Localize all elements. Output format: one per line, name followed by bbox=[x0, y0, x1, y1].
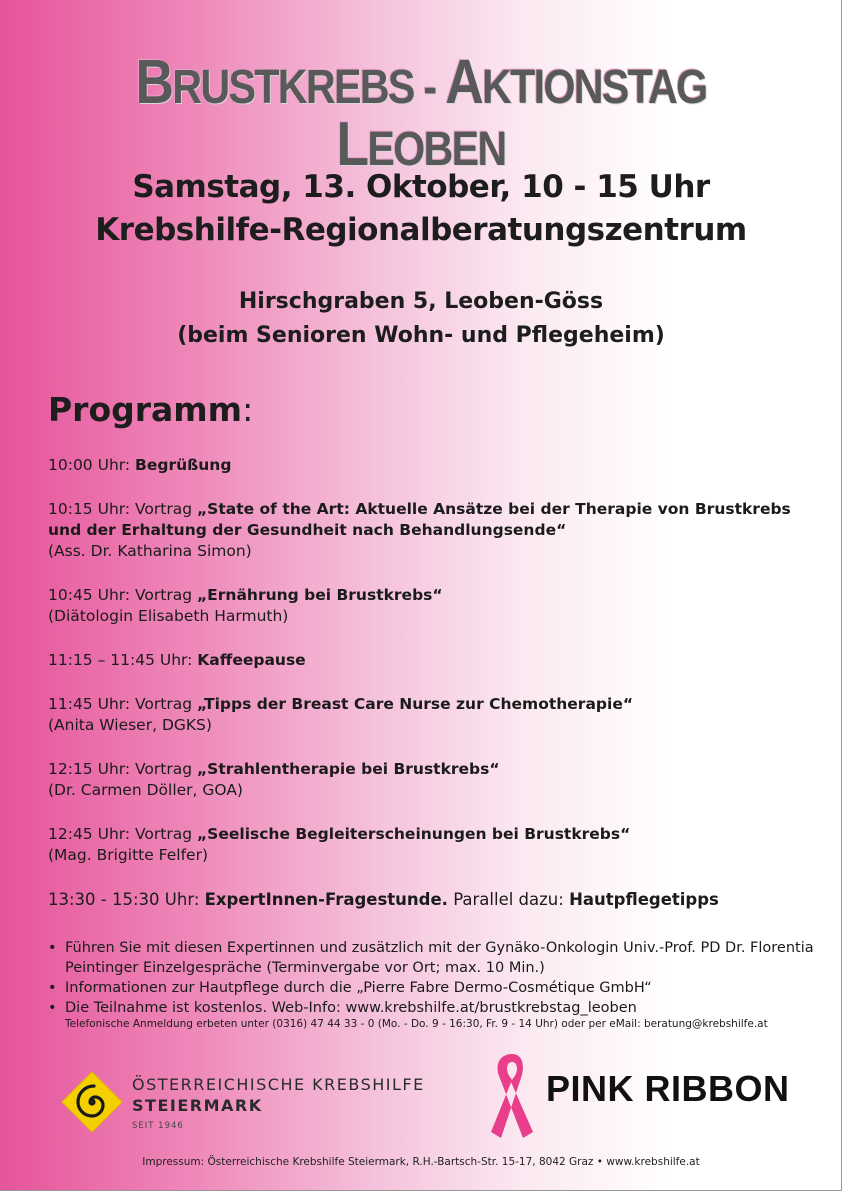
bullet-dot: • bbox=[48, 1000, 57, 1016]
item-prefix: Vortrag bbox=[135, 825, 197, 843]
telephone-note: Telefonische Anmeldung erbeten unter (0316) 47 44 33 - 0 (Mo. - Do. 9 - 16:30, Fr. 9 - 14 Uhr) oder per eMail: beratung@krebshilfe.at bbox=[65, 1018, 768, 1030]
title-word-leoben: EOBEN bbox=[367, 123, 506, 176]
item-title: „Seelische Begleiterscheinungen bei Brustkrebs“ bbox=[197, 825, 631, 843]
item-time: 12:15 Uhr: bbox=[48, 760, 136, 778]
bullet-text: Führen Sie mit diesen Expertinnen und zusätzlich mit der Gynäko-Onkologin Univ.-Prof. PD Dr. Florentia Peintinger Einzelgespräche (Terminvergabe vor Ort; max. 10 Min.) bbox=[65, 940, 814, 976]
date-line: Samstag, 13. Oktober, 10 - 15 Uhr bbox=[132, 169, 710, 205]
program-item bbox=[48, 694, 808, 736]
date-venue-block bbox=[0, 166, 842, 252]
program-item bbox=[48, 889, 808, 910]
item-prefix: Vortrag bbox=[135, 586, 197, 604]
item-time: 10:00 Uhr: bbox=[48, 456, 136, 474]
item-prefix: Vortrag bbox=[135, 500, 197, 518]
pink-ribbon-label: PINK RIBBON bbox=[546, 1068, 790, 1109]
address-line-1: Hirschgraben 5, Leoben-Göss bbox=[238, 289, 604, 314]
item-speaker: (Diätologin Elisabeth Harmuth) bbox=[48, 607, 289, 625]
item-time: 10:15 Uhr: bbox=[48, 500, 136, 518]
program-item bbox=[48, 585, 808, 627]
program-list bbox=[48, 455, 808, 933]
title-initial-l: L bbox=[336, 110, 368, 179]
program-item bbox=[48, 650, 808, 671]
item-speaker: (Anita Wieser, DGKS) bbox=[48, 716, 212, 734]
address-line-2: (beim Senioren Wohn- und Pflegeheim) bbox=[177, 323, 665, 348]
org-founded: SEIT 1946 bbox=[132, 1121, 184, 1131]
item-title: „Ernährung bei Brustkrebs“ bbox=[197, 586, 443, 604]
title-initial-a: A bbox=[445, 48, 482, 117]
title-word-brustkrebs: RUSTKREBS bbox=[172, 61, 414, 114]
item-title: „Strahlentherapie bei Brustkrebs“ bbox=[197, 760, 500, 778]
item-prefix: Vortrag bbox=[135, 760, 197, 778]
item-time: 13:30 - 15:30 Uhr: bbox=[48, 890, 205, 909]
item-title: „Tipps der Breast Care Nurse zur Chemotherapie“ bbox=[197, 695, 634, 713]
program-item bbox=[48, 499, 808, 562]
item-speaker: (Dr. Carmen Döller, GOA) bbox=[48, 781, 243, 799]
org-line-1: ÖSTERREICHISCHE KREBSHILFE bbox=[132, 1075, 425, 1094]
program-heading-colon: : bbox=[242, 390, 254, 429]
item-speaker: (Mag. Brigitte Felfer) bbox=[48, 846, 209, 864]
pink-ribbon-icon bbox=[483, 1048, 541, 1142]
bullet-dot: • bbox=[48, 980, 57, 996]
venue-line: Krebshilfe-Regionalberatungszentrum bbox=[95, 212, 747, 248]
bullet-text: Die Teilnahme ist kostenlos. Web-Info: www.krebshilfe.at/brustkrebstag_leoben bbox=[65, 1000, 637, 1016]
item-time: 11:15 – 11:45 Uhr: bbox=[48, 651, 198, 669]
bullet-item bbox=[48, 938, 828, 978]
impressum: Impressum: Österreichische Krebshilfe Steiermark, R.H.-Bartsch-Str. 15-17, 8042 Graz • www.krebshilfe.at bbox=[142, 1156, 700, 1168]
organization-name bbox=[132, 1075, 425, 1131]
krebshilfe-logo-icon bbox=[60, 1070, 124, 1134]
bullet-text: Informationen zur Hautpflege durch die „Pierre Fabre Dermo-Cosmétique GmbH“ bbox=[65, 980, 652, 996]
bullet-item bbox=[48, 978, 828, 998]
title-word-aktionstag: KTIONSTAG bbox=[481, 61, 707, 114]
item-time: 10:45 Uhr: bbox=[48, 586, 136, 604]
bullet-item bbox=[48, 998, 828, 1018]
item-time: 11:45 Uhr: bbox=[48, 695, 136, 713]
event-title bbox=[59, 48, 783, 179]
program-heading bbox=[48, 390, 253, 429]
item-speaker: (Ass. Dr. Katharina Simon) bbox=[48, 542, 252, 560]
title-dash: - bbox=[413, 61, 446, 114]
org-line-2: STEIERMARK bbox=[132, 1096, 263, 1115]
address-block bbox=[0, 285, 842, 353]
program-item bbox=[48, 759, 808, 801]
item-title: Kaffeepause bbox=[197, 651, 306, 669]
title-initial-b: B bbox=[135, 48, 173, 117]
program-item bbox=[48, 824, 808, 866]
item-title: Begrüßung bbox=[135, 456, 232, 474]
program-heading-text: Programm bbox=[48, 390, 243, 429]
item-prefix: Vortrag bbox=[135, 695, 197, 713]
item-title-2: Hautpflegetipps bbox=[569, 890, 719, 909]
item-suffix: Parallel dazu: bbox=[447, 890, 570, 909]
item-time: 12:45 Uhr: bbox=[48, 825, 136, 843]
bullet-dot: • bbox=[48, 940, 57, 956]
info-bullets bbox=[48, 938, 828, 1031]
program-item bbox=[48, 455, 808, 476]
item-title: ExpertInnen-Fragestunde. bbox=[204, 890, 448, 909]
item-title: „State of the Art: Aktuelle Ansätze bei der Therapie von Brustkrebs und der Erhaltung der Gesundheit nach Behandlungsende“ bbox=[48, 500, 791, 539]
